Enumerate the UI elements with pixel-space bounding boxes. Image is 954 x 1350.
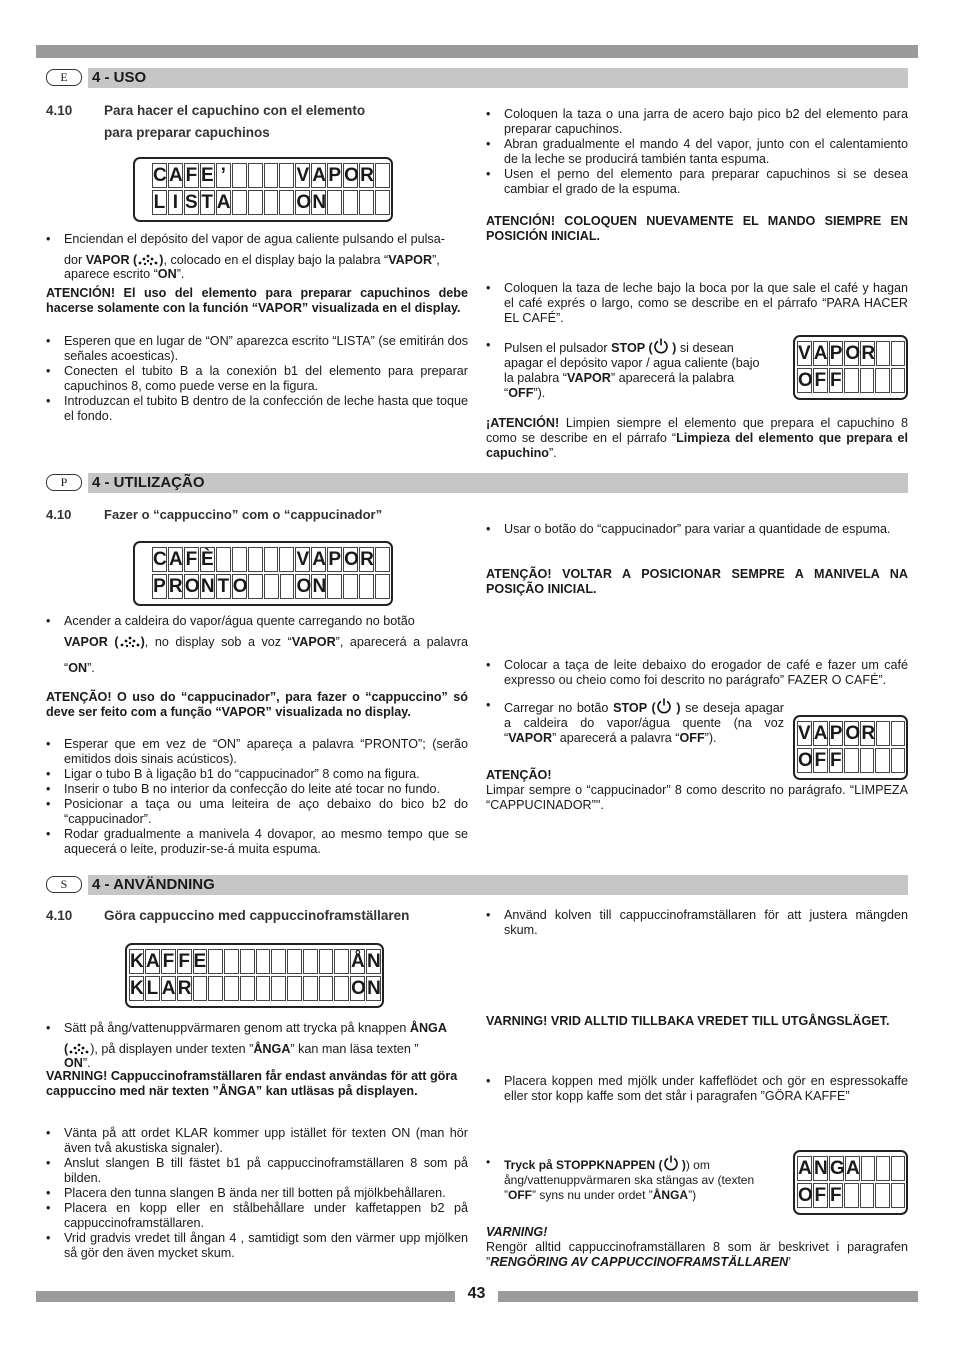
lcd-cell: A <box>161 978 176 999</box>
lcd-cell: G <box>830 1158 845 1179</box>
lcd-cell <box>891 721 905 746</box>
lcd-cell: A <box>798 1158 812 1179</box>
lcd-row <box>129 949 382 976</box>
list-item: • Posicionar a taça ou uma leiteira de aço debaixo do bico b2 do “cappucinador”. <box>46 797 468 827</box>
subheading-number: 4.10 <box>46 103 73 118</box>
subheading-text-line1: Para hacer el capuchino con el elemento <box>104 103 366 118</box>
lcd-cell: F <box>814 370 827 391</box>
lcd-cell: V <box>798 343 811 364</box>
list-item: • Vrid gradvis vredet till ångan 4 , samtidigt som den värmer upp mjölken så gör den även mycket skum. <box>46 1231 468 1261</box>
lcd-cell <box>224 949 239 974</box>
lcd-row <box>797 721 906 748</box>
list-item: • Abran gradualmente el mando 4 del vapor, junto con el calentamiento de la leche se producirá también tanta espuma. <box>486 137 908 167</box>
lcd-row <box>152 163 391 190</box>
lcd-cell <box>875 1183 890 1208</box>
steam-icon <box>137 252 159 266</box>
list-item: • Usar o botão do “cappucinador” para variar a quantidade de espuma. <box>486 522 908 537</box>
lcd-row <box>152 190 391 217</box>
list-item: • Placera koppen med mjölk under kaffeflödet och gör en espressokaffe eller stor kopp kaffe som det står i paragrafen ”GÖRA KAFFE” <box>486 1074 908 1104</box>
lcd-cell: Å <box>351 951 365 972</box>
lcd-cell <box>224 976 239 1001</box>
attention-note: ATENÇÃO! O uso do “cappucinador”, para fazer o “cappuccino” só deve ser feito com a função “VAPOR” visualizada no display. <box>46 690 468 719</box>
attention-note: ATENCIÓN! COLOQUEN NUEVAMENTE EL MANDO SIEMPRE EN POSICIÓN INICIAL. <box>486 214 908 243</box>
list-item: • Ligar o tubo B à ligação b1 do “cappucinador” 8 como na figura. <box>46 767 468 782</box>
lcd-cell: R <box>360 165 374 186</box>
list-item: • Inserir o tubo B no interior da confecção do leite até tocar no fundo. <box>46 782 468 797</box>
lcd-cell <box>891 748 906 773</box>
lcd-cell <box>375 574 390 599</box>
lcd-cell <box>303 976 318 1001</box>
lcd-cell: N <box>814 1158 828 1179</box>
lcd-cell <box>248 190 263 215</box>
lcd-row <box>797 1156 906 1183</box>
lcd-cell: R <box>360 549 374 570</box>
power-icon <box>663 1155 679 1171</box>
lcd-cell: ’ <box>216 163 231 188</box>
lcd-cell <box>248 574 263 599</box>
lcd-cell <box>860 368 875 393</box>
lcd-cell <box>860 1183 875 1208</box>
lcd-cell <box>208 976 223 1001</box>
lcd-cell: O <box>344 549 359 570</box>
lcd-cell <box>248 547 263 572</box>
list-item: • Sätt på ång/vattenuppvärmaren genom att trycka på knappen ÅNGA ( ), på displayen under texten ”ÅNGA” kan man läsa texten ” ON”. <box>46 1021 468 1077</box>
lcd-cell: L <box>146 978 159 999</box>
list-item: • Vänta på att ordet KLAR kommer upp istället för texten ON (man hör även två akustiska signaler). <box>46 1126 468 1156</box>
lcd-cell <box>232 547 247 572</box>
lcd-cell: N <box>367 951 381 972</box>
lcd-cell: E <box>193 951 207 972</box>
lcd-cell <box>279 190 294 215</box>
list-item: • Conecten el tubito B a la conexión b1 del elemento para preparar capuchinos 8, como puede verse en la figura. <box>46 364 468 394</box>
lcd-display-sv <box>125 943 384 1008</box>
lcd-cell <box>334 976 349 1001</box>
lcd-cell <box>256 976 271 1001</box>
lcd-cell <box>279 547 294 572</box>
lcd-cell: F <box>162 951 175 972</box>
lcd-cell: P <box>153 576 166 597</box>
lcd-cell <box>232 163 247 188</box>
page-number: 43 <box>467 1285 486 1302</box>
lcd-cell: O <box>344 165 359 186</box>
lcd-cell <box>875 368 890 393</box>
column-es-left <box>46 232 468 424</box>
lcd-cell: O <box>845 723 861 744</box>
subheading-sv <box>46 905 466 927</box>
lcd-display-sv-off <box>793 1150 908 1215</box>
language-badge-es: E <box>46 69 82 86</box>
warning-label: VARNING! <box>486 1225 548 1239</box>
lcd-cell <box>208 949 223 974</box>
column-es-right <box>486 107 908 461</box>
lcd-cell <box>876 1156 890 1181</box>
subheading-pt <box>46 504 466 526</box>
lcd-cell: T <box>201 192 214 213</box>
lcd-cell: A <box>846 1158 860 1179</box>
lcd-cell: R <box>168 576 183 597</box>
lcd-cell <box>248 163 263 188</box>
lcd-cell: N <box>312 192 327 213</box>
lcd-cell: È <box>201 549 214 570</box>
list-item: • Pulsen el pulsador STOP ( ) si desean apagar el depósito vapor / agua caliente (bajo la palabra “VAPOR” aparecerá la palabra “OFF”). <box>486 338 769 401</box>
lcd-cell: K <box>130 978 144 999</box>
lcd-row <box>152 574 391 601</box>
lcd-cell: F <box>178 951 190 972</box>
lcd-cell <box>844 368 859 393</box>
lcd-cell: F <box>185 549 198 570</box>
subheading-number: 4.10 <box>46 908 73 923</box>
power-icon <box>656 698 672 714</box>
lcd-cell <box>359 190 374 215</box>
lcd-cell <box>343 190 358 215</box>
lcd-cell: V <box>798 723 811 744</box>
lcd-cell <box>875 748 890 773</box>
lcd-cell: N <box>200 576 215 597</box>
lcd-cell: O <box>296 576 312 597</box>
lcd-cell <box>264 547 279 572</box>
lcd-cell: O <box>351 978 366 999</box>
lcd-cell: F <box>814 750 827 771</box>
attention-note: ATENCIÓN! El uso del elemento para preparar capuchinos debe hacerse solamente con la función “VAPOR” visualizada en el display. <box>46 286 468 315</box>
subheading-text: Göra cappuccino med cappuccinoframställaren <box>104 908 410 923</box>
subheading-text: Fazer o “cappuccino” com o “cappucinador” <box>104 507 383 522</box>
footer-rule-right <box>498 1291 918 1302</box>
list-item: • Esperen que en lugar de “ON” aparezca escrito “LISTA” (se emitirán dos señales acoesticas). <box>46 334 468 364</box>
lcd-cell: R <box>861 343 876 364</box>
lcd-cell <box>375 547 390 572</box>
list-item: • Esperar que em vez de “ON” apareça a palavra “PRONTO”; (serão emitidos dois sinais acústicos). <box>46 737 468 767</box>
list-item: • Placera en kopp eller en stålbehållare under kaffetappen b2 på cappuccinoframställaren. <box>46 1201 468 1231</box>
list-item: • Usen el perno del elemento para preparar capuchinos si se desea cambiar el grado de la espuma. <box>486 167 908 197</box>
lcd-cell: K <box>130 951 144 972</box>
lcd-cell <box>891 368 906 393</box>
list-item: • Coloquen la taza de leche bajo la boca por la que sale el café y hagan el café exprés o largo, como se describe en el párrafo “PARA HACER EL CAFÉ”. <box>486 281 908 326</box>
lcd-cell <box>240 949 255 974</box>
lcd-display-pt-off <box>793 715 908 780</box>
lcd-cell <box>844 1183 859 1208</box>
lcd-cell: L <box>153 192 166 213</box>
lcd-cell: P <box>829 343 843 364</box>
lcd-cell: N <box>367 978 381 999</box>
lcd-cell: A <box>169 165 183 186</box>
lcd-cell <box>861 1156 875 1181</box>
attention-label: ATENÇÃO! <box>486 768 552 782</box>
lcd-cell <box>327 574 342 599</box>
lcd-cell <box>375 190 390 215</box>
lcd-cell: A <box>312 549 326 570</box>
lcd-cell: F <box>829 750 842 771</box>
column-sv-left <box>46 1021 468 1261</box>
lcd-cell <box>279 163 294 188</box>
lcd-cell: O <box>798 1185 813 1206</box>
lcd-cell: O <box>232 576 248 597</box>
lcd-cell: R <box>177 978 192 999</box>
list-item: • Introduzcan el tubito B dentro de la confección de leche hasta que toque el fondo. <box>46 394 468 424</box>
lcd-cell: V <box>296 549 310 570</box>
lcd-cell: V <box>296 165 310 186</box>
steam-icon <box>68 1041 90 1055</box>
lcd-cell: P <box>829 723 843 744</box>
list-item: • Tryck på STOPPKNAPPEN ( )) om ång/vattenuppvärmaren ska stängas av (texten ”OFF” syns nu under ordet ”ÅNGA”) <box>486 1155 786 1203</box>
lcd-cell <box>287 949 302 974</box>
list-item: • Anslut slangen B till fästet b1 på cappuccinoframställaren 8 som på bilden. <box>46 1156 468 1186</box>
lcd-cell: T <box>217 576 230 597</box>
list-item: • Placera den tunna slangen B ända ner till botten på mjölkbehållaren. <box>46 1186 468 1201</box>
lcd-cell <box>319 949 334 974</box>
lcd-cell <box>891 1156 905 1181</box>
lcd-cell <box>240 976 255 1001</box>
top-rule <box>36 45 918 58</box>
lcd-cell <box>334 949 349 974</box>
lcd-cell: F <box>814 1185 827 1206</box>
subheading-text-line2: para preparar capuchinos <box>104 125 270 140</box>
lcd-cell: P <box>328 549 342 570</box>
section-title-es: 4 - USO <box>92 69 147 86</box>
section-title-sv: 4 - ANVÄNDNING <box>92 876 215 893</box>
lcd-cell: A <box>813 723 828 744</box>
attention-note: ATENÇÃO! VOLTAR A POSICIONAR SEMPRE A MANIVELA NA POSIÇÃO INICIAL. <box>486 567 908 596</box>
subheading-es <box>46 100 466 144</box>
lcd-row <box>797 1183 906 1210</box>
lcd-cell <box>844 748 859 773</box>
lcd-cell: C <box>153 549 167 570</box>
lcd-row <box>797 341 906 368</box>
list-item: • Enciendan el depósito del vapor de agua caliente pulsando el pulsa- dor VAPOR ( ), colocado en el display bajo la palabra “VAPOR”, aparece escrito “ON”. <box>46 232 468 288</box>
lcd-row <box>797 748 906 775</box>
list-item: • Använd kolven till cappuccinoframställaren för att justera mängden skum. <box>486 908 908 938</box>
lcd-display-pt <box>133 541 393 606</box>
lcd-cell <box>891 341 905 366</box>
lcd-cell: A <box>813 343 828 364</box>
language-badge-sv: S <box>46 876 82 893</box>
lcd-cell <box>232 190 247 215</box>
lcd-cell: R <box>861 723 876 744</box>
lcd-cell: C <box>153 165 167 186</box>
lcd-cell: P <box>328 165 342 186</box>
list-item: • Coloquen la taza o una jarra de acero bajo pico b2 del elemento para preparar capuchinos. <box>486 107 908 137</box>
lcd-cell <box>264 190 279 215</box>
lcd-cell <box>264 574 279 599</box>
lcd-cell: O <box>296 192 312 213</box>
lcd-cell: F <box>829 1185 842 1206</box>
lcd-cell: O <box>184 576 200 597</box>
lcd-cell <box>876 341 890 366</box>
footer-rule-left <box>36 1291 455 1302</box>
lcd-cell: N <box>312 576 327 597</box>
column-sv-right <box>486 908 908 1270</box>
lcd-cell <box>216 547 231 572</box>
steam-icon <box>119 634 141 648</box>
lcd-cell <box>303 949 318 974</box>
lcd-cell <box>860 748 875 773</box>
lcd-cell: O <box>798 750 813 771</box>
lcd-cell <box>287 976 302 1001</box>
lcd-cell: O <box>845 343 861 364</box>
cleaning-note: ¡ATENCIÓN! Limpien siempre el elemento que prepara el capuchino 8 como se describe en el párrafo “Limpieza del elemento que prepara el capuchino”. <box>486 416 908 460</box>
lcd-cell: F <box>829 370 842 391</box>
list-item: • Acender a caldeira do vapor/água quente carregando no botão VAPOR ( ), no display sob a voz “VAPOR”, aparecerá a palavra “ON”. <box>46 614 468 681</box>
power-icon <box>653 338 669 354</box>
lcd-cell <box>891 1183 906 1208</box>
lcd-cell <box>375 163 390 188</box>
lcd-cell <box>343 574 358 599</box>
lcd-cell: A <box>216 192 231 213</box>
lcd-cell <box>280 574 295 599</box>
section-title-pt: 4 - UTILIZAÇÃO <box>92 474 205 491</box>
lcd-cell: O <box>798 370 813 391</box>
lcd-cell <box>271 949 286 974</box>
list-item: • Carregar no botão STOP ( ) se deseja apagar a caldeira do vapor/água quente (na voz “VAPOR” aparecerá a palavra “OFF”). <box>486 698 784 746</box>
lcd-row <box>152 547 391 574</box>
lcd-cell: A <box>146 951 160 972</box>
lcd-cell: A <box>169 549 183 570</box>
attention-note: VARNING! VRID ALLTID TILLBAKA VREDET TILL UTGÅNGSLÄGET. <box>486 1014 890 1028</box>
lcd-cell: F <box>185 165 198 186</box>
subheading-number: 4.10 <box>46 507 72 522</box>
lcd-display-es-off <box>793 335 908 400</box>
lcd-cell <box>319 976 334 1001</box>
lcd-cell <box>327 190 342 215</box>
section-bar-pt <box>88 473 908 493</box>
language-badge-pt: P <box>46 474 82 491</box>
cleaning-note: Limpar sempre o “cappucinador” 8 como descrito no parágrafo. “LIMPEZA “CAPPUCINADOR”". <box>486 783 908 812</box>
list-item: • Colocar a taça de leite debaixo do erogador de café e fazer um café expresso ou cheio como foi descrito no parágrafo” FAZER O CAFÉ”. <box>486 658 908 688</box>
lcd-cell: A <box>312 165 326 186</box>
lcd-cell <box>264 163 279 188</box>
lcd-cell <box>359 574 374 599</box>
lcd-row <box>797 368 906 395</box>
column-pt-left <box>46 614 468 857</box>
list-item: • Rodar gradualmente a manivela 4 dovapor, ao mesmo tempo que se aquecerá o leite, produzir-se-á muita espuma. <box>46 827 468 857</box>
lcd-display-es <box>133 157 393 222</box>
lcd-cell <box>193 976 208 1001</box>
lcd-cell: S <box>184 192 198 213</box>
section-bar-es <box>88 68 908 88</box>
lcd-cell: E <box>201 165 214 186</box>
lcd-cell: I <box>168 190 183 215</box>
attention-note: VARNING! Cappuccinoframställaren får endast användas för att göra cappuccino med när texten ”ÅNGA” kan utläsas på displayen. <box>46 1069 458 1098</box>
cleaning-note: Rengör alltid cappuccinoframställaren 8 som är beskrivet i paragrafen ”RENGÖRING AV CAPPUCCINOFRAMSTÄLLAREN’ <box>486 1240 908 1269</box>
lcd-row <box>129 976 382 1003</box>
lcd-cell <box>271 976 286 1001</box>
lcd-cell <box>876 721 890 746</box>
lcd-cell <box>256 949 271 974</box>
